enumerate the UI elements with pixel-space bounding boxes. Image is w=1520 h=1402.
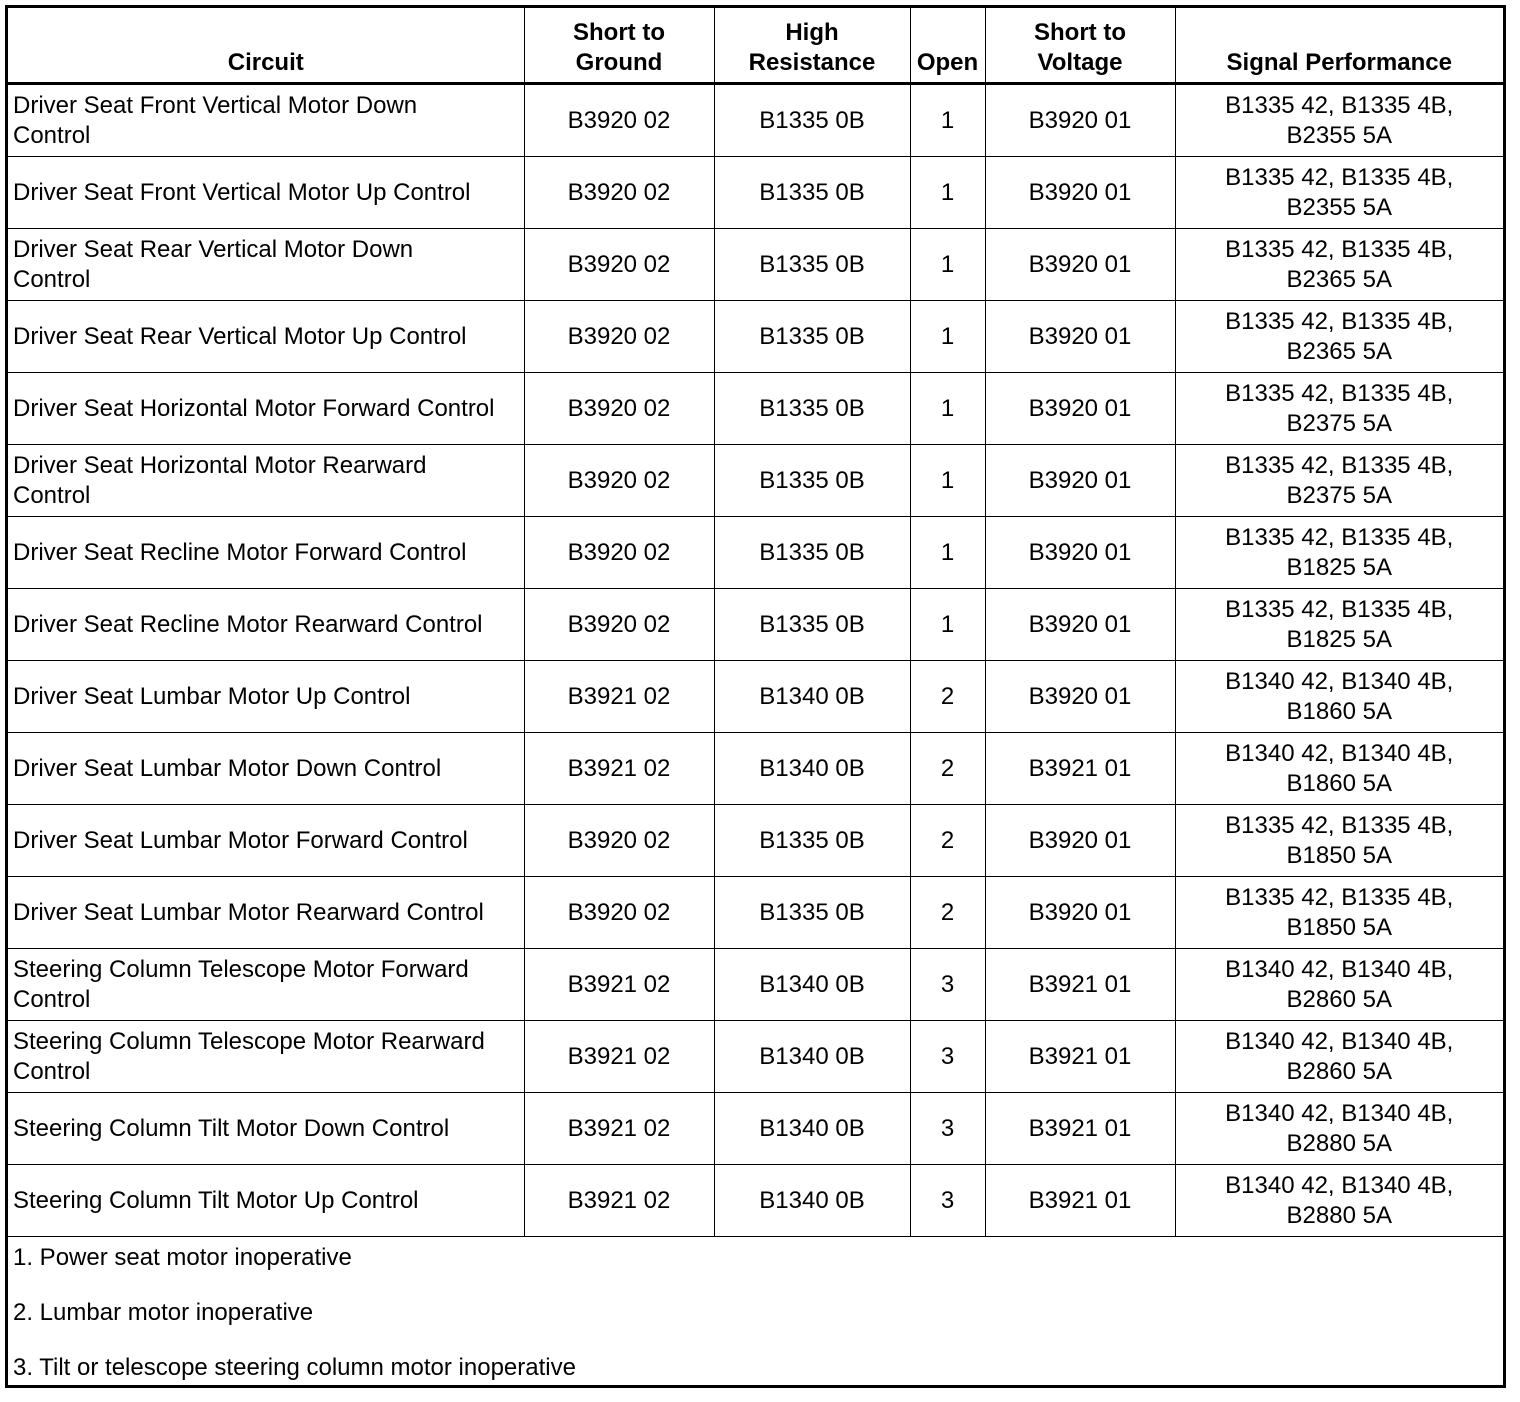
table-row	[8, 949, 1503, 1021]
cell-high-resistance: B1335 0B	[714, 517, 910, 589]
cell-short-to-ground: B3921 02	[524, 949, 714, 1021]
cell-high-resistance: B1335 0B	[714, 229, 910, 301]
cell-signal-performance: B1340 42, B1340 4B, B2880 5A	[1175, 1093, 1503, 1165]
cell-short-to-ground: B3920 02	[524, 301, 714, 373]
cell-open: 3	[910, 1021, 985, 1093]
cell-high-resistance: B1335 0B	[714, 445, 910, 517]
cell-circuit: Driver Seat Rear Vertical Motor Up Control	[8, 301, 524, 373]
cell-open: 1	[910, 301, 985, 373]
cell-circuit: Driver Seat Recline Motor Rearward Control	[8, 589, 524, 661]
cell-short-to-voltage: B3920 01	[985, 301, 1175, 373]
table-row	[8, 589, 1503, 661]
cell-signal-performance: B1340 42, B1340 4B, B1860 5A	[1175, 733, 1503, 805]
cell-signal-performance: B1335 42, B1335 4B, B2355 5A	[1175, 84, 1503, 157]
cell-high-resistance: B1340 0B	[714, 1093, 910, 1165]
header-high-resistance: High Resistance	[714, 8, 910, 84]
table-row	[8, 445, 1503, 517]
cell-high-resistance: B1340 0B	[714, 733, 910, 805]
cell-open: 1	[910, 589, 985, 661]
cell-signal-performance: B1335 42, B1335 4B, B2375 5A	[1175, 373, 1503, 445]
table-row	[8, 84, 1503, 157]
cell-open: 3	[910, 1093, 985, 1165]
cell-short-to-voltage: B3920 01	[985, 589, 1175, 661]
cell-short-to-ground: B3920 02	[524, 373, 714, 445]
cell-high-resistance: B1335 0B	[714, 877, 910, 949]
cell-open: 3	[910, 949, 985, 1021]
cell-high-resistance: B1335 0B	[714, 589, 910, 661]
cell-signal-performance: B1335 42, B1335 4B, B2355 5A	[1175, 157, 1503, 229]
cell-circuit: Driver Seat Recline Motor Forward Control	[8, 517, 524, 589]
table-row	[8, 877, 1503, 949]
cell-short-to-voltage: B3920 01	[985, 805, 1175, 877]
cell-high-resistance: B1335 0B	[714, 301, 910, 373]
header-row	[8, 8, 1503, 84]
cell-circuit: Driver Seat Horizontal Motor Rearward Control	[8, 445, 524, 517]
table-row	[8, 301, 1503, 373]
cell-short-to-voltage: B3921 01	[985, 1021, 1175, 1093]
cell-high-resistance: B1335 0B	[714, 157, 910, 229]
cell-short-to-ground: B3921 02	[524, 1165, 714, 1237]
cell-high-resistance: B1335 0B	[714, 373, 910, 445]
cell-short-to-ground: B3921 02	[524, 1093, 714, 1165]
table-row	[8, 733, 1503, 805]
cell-circuit: Driver Seat Front Vertical Motor Down Control	[8, 84, 524, 157]
cell-circuit: Steering Column Tilt Motor Down Control	[8, 1093, 524, 1165]
cell-open: 2	[910, 661, 985, 733]
header-circuit: Circuit	[8, 8, 524, 84]
cell-high-resistance: B1335 0B	[714, 805, 910, 877]
cell-short-to-voltage: B3920 01	[985, 517, 1175, 589]
cell-signal-performance: B1335 42, B1335 4B, B2365 5A	[1175, 301, 1503, 373]
cell-circuit: Driver Seat Lumbar Motor Rearward Control	[8, 877, 524, 949]
cell-short-to-ground: B3920 02	[524, 84, 714, 157]
cell-high-resistance: B1340 0B	[714, 661, 910, 733]
footnote-1: 1. Power seat motor inoperative	[13, 1244, 352, 1271]
cell-signal-performance: B1335 42, B1335 4B, B1825 5A	[1175, 517, 1503, 589]
cell-open: 1	[910, 517, 985, 589]
cell-signal-performance: B1340 42, B1340 4B, B1860 5A	[1175, 661, 1503, 733]
cell-short-to-voltage: B3920 01	[985, 373, 1175, 445]
cell-circuit: Driver Seat Lumbar Motor Down Control	[8, 733, 524, 805]
cell-short-to-voltage: B3920 01	[985, 877, 1175, 949]
cell-open: 1	[910, 229, 985, 301]
cell-short-to-voltage: B3920 01	[985, 661, 1175, 733]
cell-short-to-ground: B3920 02	[524, 517, 714, 589]
table-row	[8, 1093, 1503, 1165]
header-short-to-ground: Short to Ground	[524, 8, 714, 84]
circuit-dtc-table	[8, 8, 1503, 1237]
header-short-to-voltage: Short to Voltage	[985, 8, 1175, 84]
cell-signal-performance: B1340 42, B1340 4B, B2880 5A	[1175, 1165, 1503, 1237]
cell-short-to-voltage: B3920 01	[985, 157, 1175, 229]
cell-signal-performance: B1340 42, B1340 4B, B2860 5A	[1175, 1021, 1503, 1093]
cell-high-resistance: B1335 0B	[714, 84, 910, 157]
cell-open: 1	[910, 84, 985, 157]
cell-short-to-voltage: B3921 01	[985, 733, 1175, 805]
cell-short-to-ground: B3921 02	[524, 1021, 714, 1093]
diagnostic-table-frame	[5, 5, 1506, 1388]
footnotes	[8, 1237, 1503, 1402]
cell-circuit: Driver Seat Horizontal Motor Forward Control	[8, 373, 524, 445]
cell-open: 2	[910, 733, 985, 805]
cell-high-resistance: B1340 0B	[714, 1021, 910, 1093]
cell-short-to-voltage: B3921 01	[985, 1165, 1175, 1237]
footnote-2: 2. Lumbar motor inoperative	[13, 1299, 314, 1326]
cell-circuit: Driver Seat Rear Vertical Motor Down Control	[8, 229, 524, 301]
table-row	[8, 1021, 1503, 1093]
cell-circuit: Steering Column Tilt Motor Up Control	[8, 1165, 524, 1237]
cell-signal-performance: B1335 42, B1335 4B, B2365 5A	[1175, 229, 1503, 301]
footnote-3: 3. Tilt or telescope steering column motor inoperative	[13, 1354, 576, 1381]
cell-signal-performance: B1335 42, B1335 4B, B1850 5A	[1175, 877, 1503, 949]
cell-short-to-voltage: B3920 01	[985, 229, 1175, 301]
cell-signal-performance: B1335 42, B1335 4B, B1825 5A	[1175, 589, 1503, 661]
cell-short-to-ground: B3920 02	[524, 805, 714, 877]
cell-short-to-voltage: B3920 01	[985, 445, 1175, 517]
cell-short-to-ground: B3920 02	[524, 157, 714, 229]
cell-short-to-voltage: B3921 01	[985, 1093, 1175, 1165]
cell-short-to-ground: B3920 02	[524, 229, 714, 301]
cell-short-to-ground: B3921 02	[524, 661, 714, 733]
cell-open: 1	[910, 445, 985, 517]
cell-open: 1	[910, 157, 985, 229]
table-row	[8, 805, 1503, 877]
cell-high-resistance: B1340 0B	[714, 949, 910, 1021]
cell-short-to-voltage: B3920 01	[985, 84, 1175, 157]
table-row	[8, 157, 1503, 229]
cell-short-to-ground: B3920 02	[524, 589, 714, 661]
cell-circuit: Driver Seat Lumbar Motor Forward Control	[8, 805, 524, 877]
cell-circuit: Steering Column Telescope Motor Rearward Control	[8, 1021, 524, 1093]
cell-short-to-ground: B3921 02	[524, 733, 714, 805]
cell-signal-performance: B1340 42, B1340 4B, B2860 5A	[1175, 949, 1503, 1021]
header-signal-performance: Signal Performance	[1175, 8, 1503, 84]
cell-short-to-ground: B3920 02	[524, 445, 714, 517]
cell-signal-performance: B1335 42, B1335 4B, B2375 5A	[1175, 445, 1503, 517]
table-row	[8, 1165, 1503, 1237]
cell-short-to-voltage: B3921 01	[985, 949, 1175, 1021]
cell-open: 2	[910, 805, 985, 877]
cell-high-resistance: B1340 0B	[714, 1165, 910, 1237]
table-row	[8, 373, 1503, 445]
table-row	[8, 661, 1503, 733]
cell-signal-performance: B1335 42, B1335 4B, B1850 5A	[1175, 805, 1503, 877]
cell-open: 1	[910, 373, 985, 445]
cell-circuit: Steering Column Telescope Motor Forward Control	[8, 949, 524, 1021]
table-row	[8, 229, 1503, 301]
cell-open: 3	[910, 1165, 985, 1237]
cell-circuit: Driver Seat Front Vertical Motor Up Control	[8, 157, 524, 229]
cell-short-to-ground: B3920 02	[524, 877, 714, 949]
cell-open: 2	[910, 877, 985, 949]
header-open: Open	[910, 8, 985, 84]
table-row	[8, 517, 1503, 589]
cell-circuit: Driver Seat Lumbar Motor Up Control	[8, 661, 524, 733]
